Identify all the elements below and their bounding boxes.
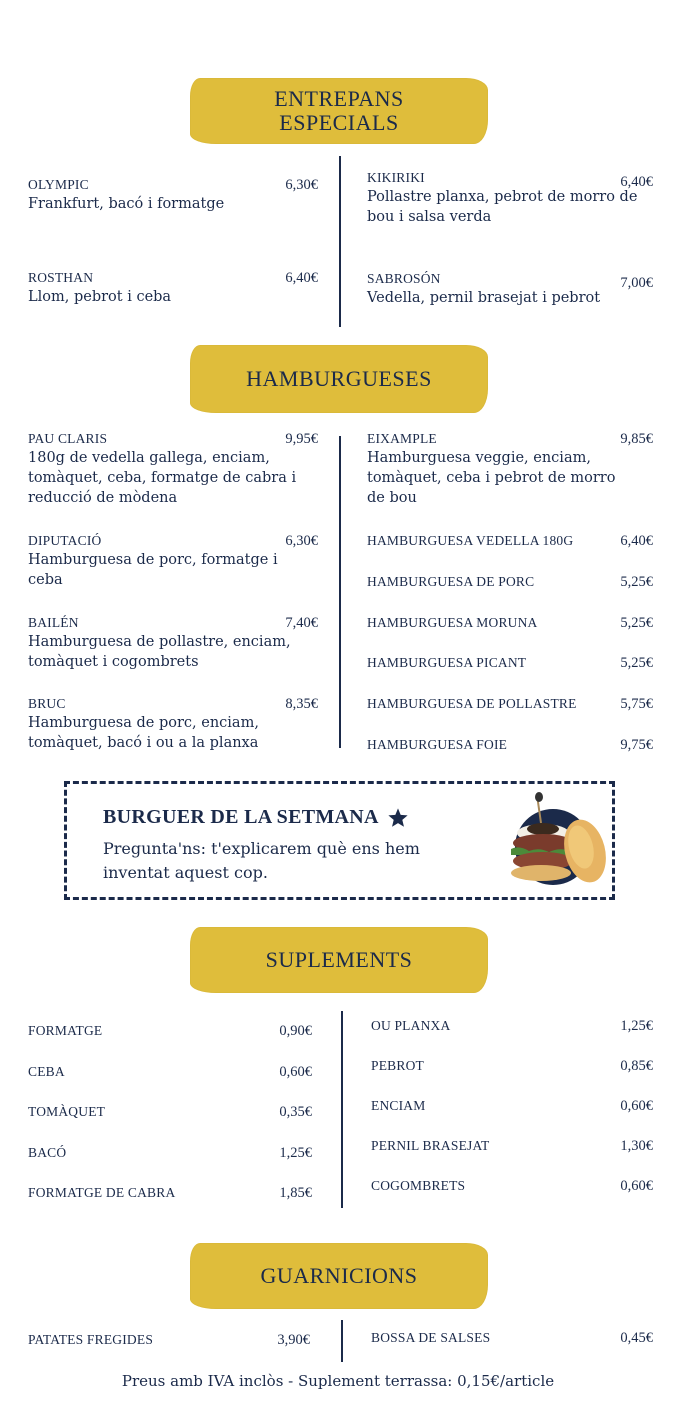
section-title: HAMBURGUESES [246,366,432,391]
week-title [103,806,409,829]
section-title: GUARNICIONS [260,1263,418,1288]
column-divider [341,1320,343,1362]
star-icon [387,807,409,829]
section-title-line2: ESPECIALS [279,110,399,135]
supplement-baco: BACÓ 1,25€ [28,1145,312,1161]
menu-item-vedella-180g: HAMBURGUESA VEDELLA 180G 6,40€ [367,533,653,549]
section-banner-guarnicions [190,1243,488,1309]
menu-item-hamburguesa-foie: HAMBURGUESA FOIE 9,75€ [367,737,653,753]
section-title-line1: ENTREPANS [274,86,404,111]
supplement-enciam: ENCIAM 0,60€ [371,1098,653,1114]
menu-item-eixample: EIXAMPLE 9,85€ Hamburguesa veggie, enciam, tomàquet, ceba i pebrot de morro de bou [367,431,653,506]
supplement-formatge: FORMATGE 0,90€ [28,1023,312,1039]
column-divider [339,156,341,327]
supplement-ceba: CEBA 0,60€ [28,1064,312,1080]
burger-image [499,789,611,893]
supplement-cogombrets: COGOMBRETS 0,60€ [371,1178,653,1194]
section-banner-suplements [190,927,488,993]
footer-note: Preus amb IVA inclòs - Suplement terrassa: 0,15€/article [121,1372,555,1390]
supplement-pebrot: PEBROT 0,85€ [371,1058,653,1074]
section-banner-entrepans [190,78,488,144]
supplement-formatge-cabra: FORMATGE DE CABRA 1,85€ [28,1185,312,1201]
menu-item-hamburguesa-picant: HAMBURGUESA PICANT 5,25€ [367,655,653,671]
menu-item-hamburguesa-pollastre: HAMBURGUESA DE POLLASTRE 5,75€ [367,696,653,712]
week-title-text: BURGUER DE LA SETMANA [103,806,379,828]
menu-item-olympic: OLYMPIC 6,30€ Frankfurt, bacó i formatge [28,177,318,212]
menu-item-bailen: BAILÉN 7,40€ Hamburguesa de pollastre, enciam, tomàquet i cogombrets [28,615,318,670]
supplement-pernil-brasejat: PERNIL BRASEJAT 1,30€ [371,1138,653,1154]
week-description: Pregunta'ns: t'explicarem què ens hem inventat aquest cop. [103,839,420,882]
column-divider [341,1011,343,1208]
menu-item-diputacio: DIPUTACIÓ 6,30€ Hamburguesa de porc, formatge i ceba [28,533,318,588]
garnish-patates-fregides: PATATES FREGIDES 3,90€ [28,1332,310,1348]
menu-item-hamburguesa-porc: HAMBURGUESA DE PORC 5,25€ [367,574,653,590]
menu-item-kikiriki: KIKIRIKI 6,40€ Pollastre planxa, pebrot de morro de bou i salsa verda [367,170,653,225]
garnish-bossa-salses: BOSSA DE SALSES 0,45€ [371,1330,653,1346]
supplement-tomaquet: TOMÀQUET 0,35€ [28,1104,312,1120]
section-title: SUPLEMENTS [265,947,413,972]
section-banner-hamburgueses [190,345,488,413]
supplement-ou-planxa: OU PLANXA 1,25€ [371,1018,653,1034]
column-divider [339,436,341,748]
menu-item-pau-claris: PAU CLARIS 9,95€ 180g de vedella gallega, enciam, tomàquet, ceba, formatge de cabra i reducció de mòdena [28,431,318,506]
menu-item-rosthan: ROSTHAN 6,40€ Llom, pebrot i ceba [28,270,318,305]
menu-item-sabroson: SABROSÓN 7,00€ Vedella, pernil brasejat i pebrot [367,271,653,306]
burger-of-the-week-box [64,781,615,900]
menu-item-hamburguesa-moruna: HAMBURGUESA MORUNA 5,25€ [367,615,653,631]
menu-item-bruc: BRUC 8,35€ Hamburguesa de porc, enciam, tomàquet, bacó i ou a la planxa [28,696,318,751]
